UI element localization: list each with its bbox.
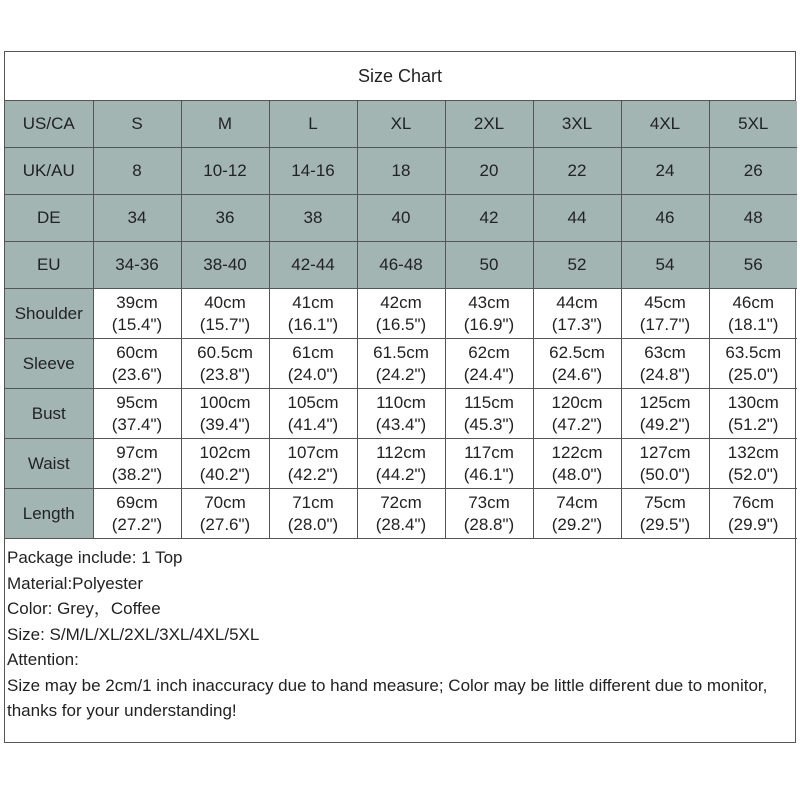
cm-value: 74cm xyxy=(556,492,598,512)
measurement-cell xyxy=(181,289,269,339)
measurement-cell xyxy=(93,389,181,439)
size-cell: XL xyxy=(357,101,445,148)
measurement-cell xyxy=(533,289,621,339)
inch-value: (16.9") xyxy=(463,314,515,334)
size-cell: 40 xyxy=(357,195,445,242)
measurement-cell xyxy=(445,389,533,439)
inch-value: (49.2") xyxy=(639,414,691,434)
size-cell: M xyxy=(181,101,269,148)
note-line: Color: Grey，Coffee xyxy=(7,599,161,618)
cm-value: 132cm xyxy=(727,442,779,462)
measurement-label: Length xyxy=(5,489,93,539)
size-row xyxy=(5,195,797,242)
inch-value: (43.4") xyxy=(375,414,427,434)
cm-value: 44cm xyxy=(556,292,598,312)
size-cell: S xyxy=(93,101,181,148)
cm-value: 60.5cm xyxy=(197,342,253,362)
measurement-row xyxy=(5,489,797,539)
inch-value: (24.0") xyxy=(287,364,339,384)
size-cell: 10-12 xyxy=(181,148,269,195)
note-line: Attention: xyxy=(7,650,79,669)
inch-value: (39.4") xyxy=(199,414,251,434)
measurement-cell xyxy=(93,439,181,489)
inch-value: (23.8") xyxy=(199,364,251,384)
cm-value: 62cm xyxy=(468,342,510,362)
size-cell: 18 xyxy=(357,148,445,195)
cm-value: 95cm xyxy=(116,392,158,412)
size-cell: 4XL xyxy=(621,101,709,148)
size-cell: 24 xyxy=(621,148,709,195)
inch-value: (24.2") xyxy=(375,364,427,384)
cm-value: 42cm xyxy=(380,292,422,312)
inch-value: (27.6") xyxy=(199,514,251,534)
size-cell: 36 xyxy=(181,195,269,242)
measurement-cell xyxy=(533,389,621,439)
measurement-cell xyxy=(621,289,709,339)
measurement-cell xyxy=(709,289,797,339)
cm-value: 40cm xyxy=(204,292,246,312)
size-cell: 38 xyxy=(269,195,357,242)
size-cell: L xyxy=(269,101,357,148)
size-cell: 38-40 xyxy=(181,242,269,289)
chart-title: Size Chart xyxy=(5,52,795,101)
cm-value: 97cm xyxy=(116,442,158,462)
cm-value: 45cm xyxy=(644,292,686,312)
measurement-cell xyxy=(269,339,357,389)
cm-value: 127cm xyxy=(639,442,691,462)
measurement-cell xyxy=(181,489,269,539)
inch-value: (38.2") xyxy=(111,464,163,484)
row-label: DE xyxy=(5,195,93,242)
measurement-cell xyxy=(269,489,357,539)
measurement-cell xyxy=(709,339,797,389)
inch-value: (17.3") xyxy=(551,314,603,334)
size-cell: 44 xyxy=(533,195,621,242)
size-cell: 22 xyxy=(533,148,621,195)
measurement-row xyxy=(5,289,797,339)
inch-value: (15.7") xyxy=(199,314,251,334)
inch-value: (51.2") xyxy=(728,414,779,434)
inch-value: (29.2") xyxy=(551,514,603,534)
measurement-row xyxy=(5,339,797,389)
note-line: Size: S/M/L/XL/2XL/3XL/4XL/5XL xyxy=(7,624,260,644)
size-row xyxy=(5,148,797,195)
size-cell: 46 xyxy=(621,195,709,242)
measurement-cell xyxy=(181,439,269,489)
cm-value: 60cm xyxy=(116,342,158,362)
measurement-label: Bust xyxy=(5,389,93,439)
size-cell: 42 xyxy=(445,195,533,242)
measurement-cell xyxy=(621,389,709,439)
inch-value: (29.9") xyxy=(728,514,779,534)
cm-value: 102cm xyxy=(199,442,251,462)
cm-value: 71cm xyxy=(292,492,334,512)
size-cell: 20 xyxy=(445,148,533,195)
measurement-cell xyxy=(709,439,797,489)
cm-value: 69cm xyxy=(116,492,158,512)
size-cell: 50 xyxy=(445,242,533,289)
measurement-cell xyxy=(357,439,445,489)
measurement-cell xyxy=(269,389,357,439)
inch-value: (37.4") xyxy=(111,414,163,434)
inch-value: (17.7") xyxy=(639,314,691,334)
size-cell: 34-36 xyxy=(93,242,181,289)
size-cell: 46-48 xyxy=(357,242,445,289)
inch-value: (48.0") xyxy=(551,464,603,484)
cm-value: 63.5cm xyxy=(725,342,782,362)
measurement-label: Shoulder xyxy=(5,289,93,339)
cm-value: 61.5cm xyxy=(373,342,429,362)
measurement-cell xyxy=(445,489,533,539)
size-cell: 56 xyxy=(709,242,797,289)
size-table xyxy=(5,101,797,539)
measurement-cell xyxy=(93,489,181,539)
inch-value: (16.1") xyxy=(287,314,339,334)
inch-value: (23.6") xyxy=(111,364,163,384)
measurement-cell xyxy=(621,439,709,489)
inch-value: (28.0") xyxy=(287,514,339,534)
measurement-cell xyxy=(533,339,621,389)
note-line: Size may be 2cm/1 inch inaccuracy due to hand measure; Color may be little different due to monitor, thanks for your understanding! xyxy=(7,675,768,720)
inch-value: (24.8") xyxy=(639,364,691,384)
measurement-cell xyxy=(445,339,533,389)
size-cell: 5XL xyxy=(709,101,797,148)
inch-value: (28.4") xyxy=(375,514,427,534)
measurement-cell xyxy=(181,389,269,439)
cm-value: 110cm xyxy=(376,392,426,412)
cm-value: 61cm xyxy=(292,342,334,362)
inch-value: (18.1") xyxy=(728,314,779,334)
measurement-row xyxy=(5,439,797,489)
measurement-cell xyxy=(181,339,269,389)
measurement-label: Waist xyxy=(5,439,93,489)
measurement-cell xyxy=(357,489,445,539)
size-cell: 54 xyxy=(621,242,709,289)
cm-value: 73cm xyxy=(468,492,510,512)
measurement-cell xyxy=(357,339,445,389)
measurement-cell xyxy=(357,389,445,439)
cm-value: 115cm xyxy=(464,392,514,412)
cm-value: 76cm xyxy=(732,492,775,512)
row-label: UK/AU xyxy=(5,148,93,195)
size-cell: 48 xyxy=(709,195,797,242)
product-notes xyxy=(5,539,795,724)
cm-value: 105cm xyxy=(287,392,339,412)
measurement-cell xyxy=(445,439,533,489)
cm-value: 122cm xyxy=(551,442,603,462)
note-line: Package include: 1 Top xyxy=(7,548,183,567)
cm-value: 41cm xyxy=(292,292,334,312)
note-line: Material:Polyester xyxy=(7,573,144,593)
inch-value: (16.5") xyxy=(375,314,427,334)
size-chart-sheet xyxy=(4,51,796,743)
measurement-cell xyxy=(93,289,181,339)
cm-value: 70cm xyxy=(204,492,246,512)
measurement-cell xyxy=(533,489,621,539)
cm-value: 100cm xyxy=(199,392,251,412)
cm-value: 63cm xyxy=(644,342,686,362)
size-cell: 42-44 xyxy=(269,242,357,289)
inch-value: (15.4") xyxy=(111,314,163,334)
cm-value: 43cm xyxy=(468,292,510,312)
cm-value: 130cm xyxy=(727,392,779,412)
measurement-cell xyxy=(709,489,797,539)
measurement-cell xyxy=(709,389,797,439)
measurement-label: Sleeve xyxy=(5,339,93,389)
size-cell: 52 xyxy=(533,242,621,289)
measurement-cell xyxy=(533,439,621,489)
measurement-cell xyxy=(621,339,709,389)
inch-value: (27.2") xyxy=(111,514,163,534)
cm-value: 62.5cm xyxy=(549,342,605,362)
cm-value: 46cm xyxy=(732,292,775,312)
size-cell: 3XL xyxy=(533,101,621,148)
inch-value: (45.3") xyxy=(463,414,515,434)
cm-value: 117cm xyxy=(464,442,514,462)
row-label: US/CA xyxy=(5,101,93,148)
inch-value: (40.2") xyxy=(199,464,251,484)
inch-value: (44.2") xyxy=(375,464,427,484)
inch-value: (28.8") xyxy=(463,514,515,534)
size-row xyxy=(5,101,797,148)
measurement-cell xyxy=(357,289,445,339)
measurement-cell xyxy=(445,289,533,339)
inch-value: (24.6") xyxy=(551,364,603,384)
size-cell: 14-16 xyxy=(269,148,357,195)
inch-value: (47.2") xyxy=(551,414,603,434)
cm-value: 107cm xyxy=(287,442,339,462)
cm-value: 112cm xyxy=(376,442,426,462)
inch-value: (50.0") xyxy=(639,464,691,484)
size-cell: 34 xyxy=(93,195,181,242)
measurement-row xyxy=(5,389,797,439)
row-label: EU xyxy=(5,242,93,289)
inch-value: (24.4") xyxy=(463,364,515,384)
cm-value: 120cm xyxy=(551,392,603,412)
measurement-cell xyxy=(269,289,357,339)
cm-value: 125cm xyxy=(639,392,691,412)
size-cell: 2XL xyxy=(445,101,533,148)
measurement-cell xyxy=(93,339,181,389)
inch-value: (29.5") xyxy=(639,514,691,534)
size-cell: 8 xyxy=(93,148,181,195)
inch-value: (46.1") xyxy=(463,464,515,484)
cm-value: 39cm xyxy=(116,292,158,312)
measurement-cell xyxy=(621,489,709,539)
inch-value: (42.2") xyxy=(287,464,339,484)
size-cell: 26 xyxy=(709,148,797,195)
cm-value: 72cm xyxy=(380,492,422,512)
inch-value: (25.0") xyxy=(728,364,779,384)
cm-value: 75cm xyxy=(644,492,686,512)
inch-value: (52.0") xyxy=(728,464,779,484)
size-row xyxy=(5,242,797,289)
inch-value: (41.4") xyxy=(287,414,339,434)
measurement-cell xyxy=(269,439,357,489)
